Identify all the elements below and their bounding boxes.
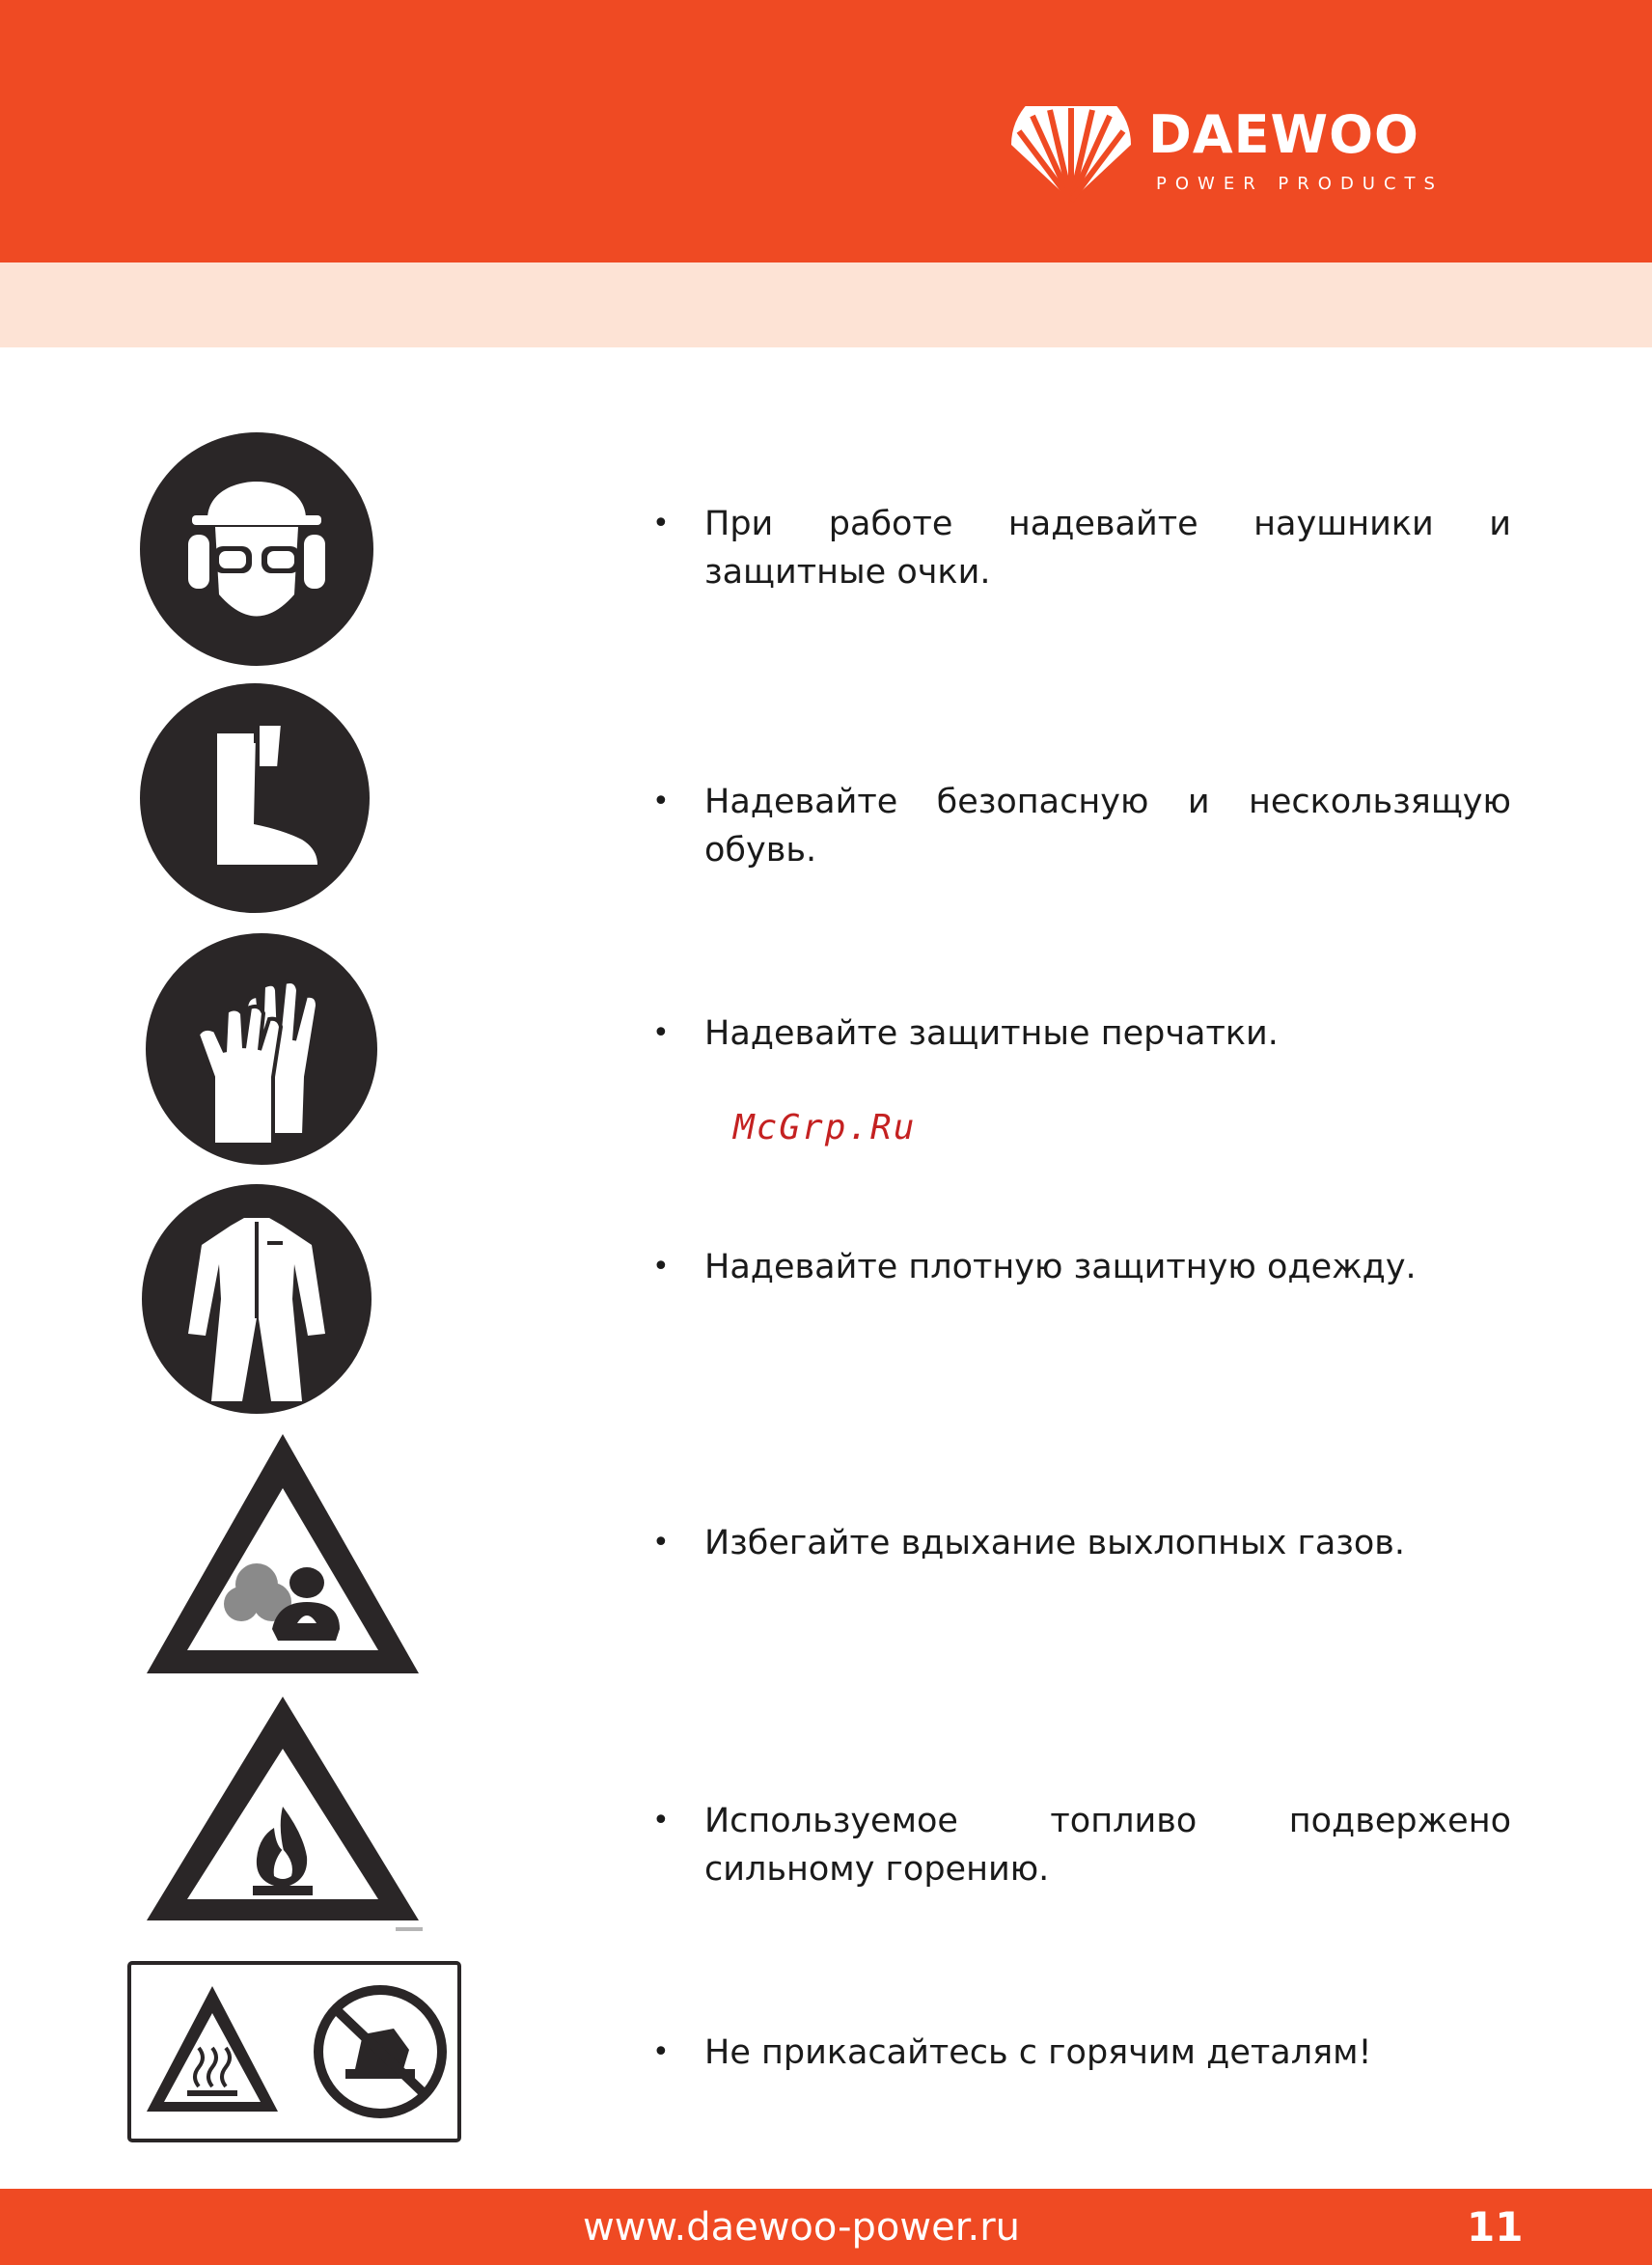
safety-instruction-text: Надевайте безопасную и нескользящую обувь. — [704, 783, 1511, 870]
bullet: • — [652, 1250, 670, 1284]
hot-surface-no-touch-icon — [127, 1961, 461, 2142]
bullet: • — [652, 2035, 670, 2069]
protective-clothing-icon — [138, 1183, 375, 1415]
flammable-warning-icon — [143, 1693, 423, 1944]
safety-instruction-text: Избегайте вдыхание выхлопных газов. — [704, 1524, 1406, 1562]
bullet: • — [652, 785, 670, 818]
safety-instruction-text: Надевайте плотную защитную одежду. — [704, 1248, 1417, 1286]
safety-instruction-text: Надевайте защитные перчатки. — [704, 1014, 1279, 1053]
bullet: • — [652, 1016, 670, 1050]
list-item — [645, 500, 1511, 596]
daewoo-fan-logo-icon — [1004, 106, 1139, 203]
safety-instruction-text: Используемое топливо подвержено сильному горению. — [704, 1802, 1511, 1889]
list-item — [645, 1009, 1511, 1058]
brand-logo — [1004, 106, 1486, 203]
list-item — [645, 1797, 1511, 1893]
list-item — [645, 2029, 1511, 2077]
list-item — [645, 778, 1511, 874]
bullet: • — [652, 1526, 670, 1560]
list-item — [645, 1519, 1511, 1567]
protective-gloves-icon — [140, 932, 383, 1166]
bullet: • — [652, 1804, 670, 1837]
footer-url-link[interactable]: www.daewoo-power.ru — [583, 2205, 1021, 2250]
ear-and-eye-protection-icon — [138, 430, 375, 668]
bullet: • — [652, 507, 670, 540]
safety-instruction-text: Не прикасайтесь с горячим деталям! — [704, 2033, 1372, 2072]
safety-instruction-text: При работе надевайте наушники и защитные очки. — [704, 505, 1511, 592]
list-item — [645, 1243, 1511, 1291]
subheader-band — [0, 262, 1652, 347]
watermark: McGrp.Ru — [733, 1108, 917, 1147]
brand-name: DAEWOO — [1148, 104, 1419, 165]
toxic-fumes-warning-icon — [143, 1430, 423, 1677]
brand-tagline: POWER PRODUCTS — [1156, 174, 1444, 194]
page-number: 11 — [1467, 2203, 1524, 2251]
safety-boot-icon — [138, 681, 372, 915]
